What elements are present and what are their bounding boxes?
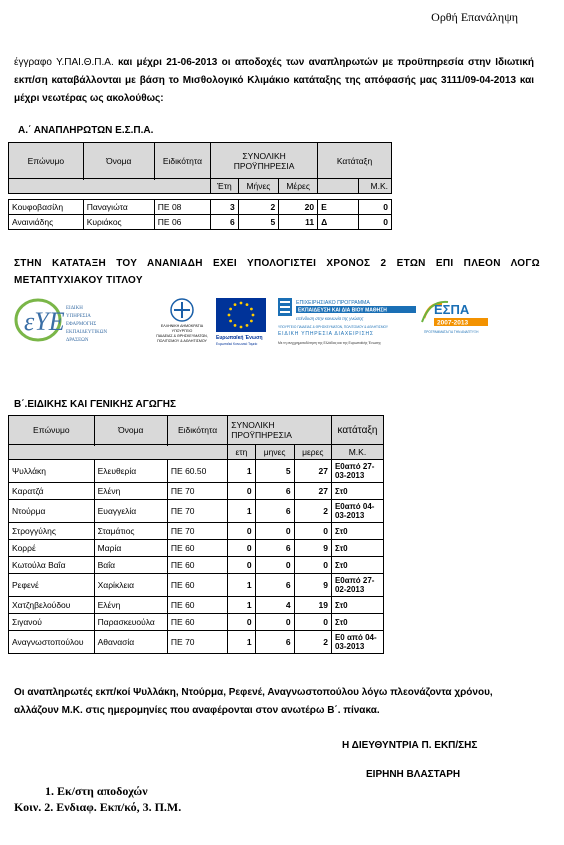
cell-specialty: ΠΕ 60 xyxy=(167,614,227,631)
table-row xyxy=(9,597,384,614)
gov-text-1: ΥΠΟΥΡΓΕΙΟ xyxy=(171,329,193,333)
cell-months: 6 xyxy=(255,631,294,654)
header-blank xyxy=(9,179,211,194)
cell-years: 1 xyxy=(228,574,255,597)
col-classification: κατάταξη xyxy=(331,416,383,445)
cell-years: 0 xyxy=(228,523,255,540)
col-service: ΣΥΝΟΛΙΚΗ ΠΡΟΫΠΗΡΕΣΙΑ xyxy=(211,143,318,179)
cell-specialty: ΠΕ 60 xyxy=(167,540,227,557)
eye-logo xyxy=(16,300,107,343)
table-row xyxy=(9,215,392,230)
section-b-title: Β΄.ΕΙΔΙΚΗΣ ΚΑΙ ΓΕΝΙΚΗΣ ΑΓΩΓΗΣ xyxy=(14,399,176,410)
greek-emblem xyxy=(156,299,208,343)
table-row xyxy=(9,540,384,557)
col-mk: Μ.Κ. xyxy=(331,445,383,460)
cell-surname: Ντούρμα xyxy=(9,500,95,523)
table-row xyxy=(9,557,384,574)
espa-sub: ΠΡΟΓΡΑΜΜΑΤΑ ΓΙΑ ΤΗΝ ΑΝΑΠΤΥΞΗ xyxy=(424,330,479,334)
cell-days: 20 xyxy=(279,200,318,215)
cell-years: 1 xyxy=(228,597,255,614)
gov-text-0: ΕΛΛΗΝΙΚΗ ΔΗΜΟΚΡΑΤΙΑ xyxy=(160,324,204,328)
col-surname: Επώνυμο xyxy=(9,143,84,179)
cell-days: 2 xyxy=(294,500,331,523)
cell-specialty: ΠΕ 70 xyxy=(167,631,227,654)
cell-years: 0 xyxy=(228,540,255,557)
col-surname: Επώνυμο xyxy=(9,416,95,445)
outro-paragraph: Οι αναπληρωτές εκπ/κοί Ψυλλάκη, Ντούρμα, Ρεφενέ, Αναγνωστοπούλου λόγω πλεονάζοντα χρόνου, αλλάζουν Μ.Κ. στις ημερομηνίες που αναφέρονται στον ανωτέρω Β΄. πίνακα. xyxy=(14,687,493,716)
cell-months: 6 xyxy=(255,500,294,523)
intro-body: και μέχρι 21-06-2013 οι αποδοχές των αναπληρωτών με προϋπηρεσία στην Ιδιωτική εκπ/ση καταβάλλονται με βάση το Μισθολογικό Κλιμάκιο κατάταξης της απόφασής μας 3111/09-04-2013 και μέχρι νεωτέρας ως ακολούθως: xyxy=(14,57,534,104)
table-row xyxy=(9,523,384,540)
cell-specialty: ΠΕ 06 xyxy=(154,215,210,230)
gov-text-3: ΠΟΛΙΤΙΣΜΟΥ & ΑΘΛΗΤΙΣΜΟΥ xyxy=(157,339,207,343)
cell-specialty: ΠΕ 60.50 xyxy=(167,460,227,483)
cell-days: 11 xyxy=(279,215,318,230)
col-class-blank xyxy=(318,179,359,194)
col-name: Όνομα xyxy=(94,416,167,445)
cell-name: Ευαγγελία xyxy=(94,500,167,523)
cell-months: 6 xyxy=(255,483,294,500)
cell-class: Ε0από 27-02-2013 xyxy=(331,574,383,597)
footer-line2: Κοιν. 2. Ενδιαφ. Εκπ/κό, 3. Π.Μ. xyxy=(14,800,182,814)
cell-class: Στ0 xyxy=(331,614,383,631)
cell-surname: Ρεφενέ xyxy=(9,574,95,597)
cell-surname: Αναγνωστοπούλου xyxy=(9,631,95,654)
cell-years: 1 xyxy=(228,631,255,654)
cell-days: 27 xyxy=(294,483,331,500)
cell-days: 9 xyxy=(294,574,331,597)
cell-class: Στ0 xyxy=(331,597,383,614)
cofund-text: Με τη συγχρηματοδότηση της Ελλάδας και της Ευρωπαϊκής Ένωσης xyxy=(278,341,381,345)
cell-class: Στ0 xyxy=(331,523,383,540)
table-a xyxy=(8,142,392,230)
cell-name: Βαΐα xyxy=(94,557,167,574)
cell-name: Ελένη xyxy=(94,597,167,614)
cell-surname: Σιγανού xyxy=(9,614,95,631)
cell-years: 0 xyxy=(228,483,255,500)
cell-class: Στ0 xyxy=(331,540,383,557)
col-years: ετη xyxy=(228,445,255,460)
col-specialty: Ειδικότητα xyxy=(167,416,227,445)
table-row xyxy=(9,614,384,631)
cell-specialty: ΠΕ 60 xyxy=(167,557,227,574)
cell-surname: Χατζηβελούδου xyxy=(9,597,95,614)
col-days: μερες xyxy=(294,445,331,460)
eye-mark: εΥΕ xyxy=(24,307,65,336)
cell-class: Δ xyxy=(318,215,359,230)
header-blank xyxy=(9,445,228,460)
cell-name: Ελευθερία xyxy=(94,460,167,483)
cell-days: 19 xyxy=(294,597,331,614)
gov-text-2: ΠΑΙΔΕΙΑΣ & ΘΡΗΣΚΕΥΜΑΤΩΝ, xyxy=(156,334,208,338)
cell-months: 2 xyxy=(238,200,279,215)
cell-name: Κυριάκος xyxy=(83,215,154,230)
cell-months: 5 xyxy=(238,215,279,230)
cell-years: 0 xyxy=(228,614,255,631)
cell-class: Ε0από 04-03-2013 xyxy=(331,500,383,523)
cell-days: 0 xyxy=(294,614,331,631)
table-row xyxy=(9,574,384,597)
cell-years: 6 xyxy=(211,215,239,230)
table-row xyxy=(9,500,384,523)
cell-surname: Αναινιάδης xyxy=(9,215,84,230)
op-line3: επένδυση στην κοινωνία της γνώσης xyxy=(296,316,364,321)
intro-paragraph xyxy=(14,54,534,108)
footer-line1: 1. Εκ/στη αποδοχών xyxy=(45,784,148,798)
table-row xyxy=(9,631,384,654)
espa-years: 2007-2013 xyxy=(437,319,469,327)
cell-surname: Καρατζά xyxy=(9,483,95,500)
cell-specialty: ΠΕ 70 xyxy=(167,483,227,500)
cell-name: Σταμάτιος xyxy=(94,523,167,540)
cell-class: Στ0 xyxy=(331,557,383,574)
cell-months: 5 xyxy=(255,460,294,483)
cell-name: Μαρία xyxy=(94,540,167,557)
cell-years: 1 xyxy=(228,460,255,483)
cell-name: Αθανασία xyxy=(94,631,167,654)
col-name: Όνομα xyxy=(83,143,154,179)
cell-specialty: ΠΕ 08 xyxy=(154,200,210,215)
cell-months: 0 xyxy=(255,614,294,631)
cell-class: Ε0από 27-03-2013 xyxy=(331,460,383,483)
cell-name: Χαρίκλεια xyxy=(94,574,167,597)
espa-logo xyxy=(422,302,488,334)
col-service: ΣΥΝΟΛΙΚΗ ΠΡΟΫΠΗΡΕΣΙΑ xyxy=(228,416,332,445)
table-row xyxy=(9,460,384,483)
note-ananiadis: ΣΤΗΝ ΚΑΤΑΤΑΞΗ ΤΟΥ ΑΝΑΝΙΑΔΗ ΕΧΕΙ ΥΠΟΛΟΓΙΣΤΕΙ ΧΡΟΝΟΣ 2 ΕΤΩΝ ΕΠΙ ΠΛΕΟΝ ΛΟΓΩ ΜΕΤΑΠΤΥΧΙΑΚΟΥ ΤΙΤΛΟΥ xyxy=(14,258,540,286)
cell-months: 0 xyxy=(255,557,294,574)
cell-specialty: ΠΕ 60 xyxy=(167,574,227,597)
cell-months: 6 xyxy=(255,540,294,557)
cell-class: Ε0 από 04-03-2013 xyxy=(331,631,383,654)
col-specialty: Ειδικότητα xyxy=(154,143,210,179)
cell-mk: 0 xyxy=(358,200,391,215)
eu-flag-icon xyxy=(216,298,266,346)
cell-mk: 0 xyxy=(358,215,391,230)
cell-years: 0 xyxy=(228,557,255,574)
logos-strip xyxy=(14,292,494,352)
cell-surname: Κουφοβασίλη xyxy=(9,200,84,215)
cell-days: 27 xyxy=(294,460,331,483)
table-row xyxy=(9,200,392,215)
cell-surname: Ψυλλάκη xyxy=(9,460,95,483)
section-a-title: Α.΄ ΑΝΑΠΛΗΡΩΤΩΝ Ε.Σ.Π.Α. xyxy=(18,125,154,136)
eu-label: Ευρωπαϊκή Ένωση xyxy=(216,335,263,341)
table-row xyxy=(9,483,384,500)
signature-name: ΕΙΡΗΝΗ ΒΛΑΣΤΑΡΗ xyxy=(366,769,461,780)
eye-text-4: ΔΡΑΣΕΩΝ xyxy=(66,338,89,343)
op-education-logo xyxy=(278,298,416,345)
eye-text-0: ΕΙΔΙΚΗ xyxy=(66,306,83,311)
op-line5: ΕΙΔΙΚΗ ΥΠΗΡΕΣΙΑ ΔΙΑΧΕΙΡΙΣΗΣ xyxy=(278,331,374,337)
eu-sub: Ευρωπαϊκό Κοινωνικό Ταμείο xyxy=(216,342,258,346)
cell-name: Ελένη xyxy=(94,483,167,500)
espa-title: ΕΣΠΑ xyxy=(434,302,470,317)
cell-class: Στ0 xyxy=(331,483,383,500)
cell-class: Ε xyxy=(318,200,359,215)
eye-text-1: ΥΠΗΡΕΣΙΑ xyxy=(66,314,91,319)
cell-years: 3 xyxy=(211,200,239,215)
cell-months: 4 xyxy=(255,597,294,614)
col-years: Έτη xyxy=(211,179,239,194)
cell-months: 6 xyxy=(255,574,294,597)
cell-surname: Κωτούλα Βαΐα xyxy=(9,557,95,574)
col-days: Μέρες xyxy=(279,179,318,194)
cell-specialty: ΠΕ 70 xyxy=(167,500,227,523)
cell-days: 0 xyxy=(294,557,331,574)
cell-months: 0 xyxy=(255,523,294,540)
cell-name: Παρασκευούλα xyxy=(94,614,167,631)
eye-text-3: ΕΚΠΑΙΔΕΥΤΙΚΩΝ xyxy=(66,330,108,335)
cell-surname: Στρογγύλης xyxy=(9,523,95,540)
intro-ref: έγγραφο Υ.ΠΑΙ.Θ.Π.Α. xyxy=(14,57,114,68)
cell-specialty: ΠΕ 60 xyxy=(167,597,227,614)
eye-text-2: ΕΦΑΡΜΟΓΗΣ xyxy=(66,322,97,327)
cell-surname: Κορρέ xyxy=(9,540,95,557)
cell-specialty: ΠΕ 70 xyxy=(167,523,227,540)
col-classification: Κατάταξη xyxy=(318,143,392,179)
op-line1: ΕΠΙΧΕΙΡΗΣΙΑΚΟ ΠΡΟΓΡΑΜΜΑ xyxy=(296,300,370,306)
col-months: Μήνες xyxy=(238,179,279,194)
op-line2: ΕΚΠΑΙΔΕΥΣΗ ΚΑΙ ΔΙΑ ΒΙΟΥ ΜΑΘΗΣΗ xyxy=(298,307,387,314)
table-b xyxy=(8,415,384,654)
cell-days: 0 xyxy=(294,523,331,540)
cell-days: 9 xyxy=(294,540,331,557)
op-line4: ΥΠΟΥΡΓΕΙΟ ΠΑΙΔΕΙΑΣ & ΘΡΗΣΚΕΥΜΑΤΩΝ, ΠΟΛΙΤΙΣΜΟΥ & ΑΘΛΗΤΙΣΜΟΥ xyxy=(278,325,389,329)
cell-days: 2 xyxy=(294,631,331,654)
header-ortho: Ορθή Επανάληψη xyxy=(431,10,518,24)
col-mk: Μ.Κ. xyxy=(358,179,391,194)
col-months: μηνες xyxy=(255,445,294,460)
signature-title: Η ΔΙΕΥΘΥΝΤΡΙΑ Π. ΕΚΠ/ΣΗΣ xyxy=(342,740,478,751)
cell-name: Παναγιώτα xyxy=(83,200,154,215)
cell-years: 1 xyxy=(228,500,255,523)
